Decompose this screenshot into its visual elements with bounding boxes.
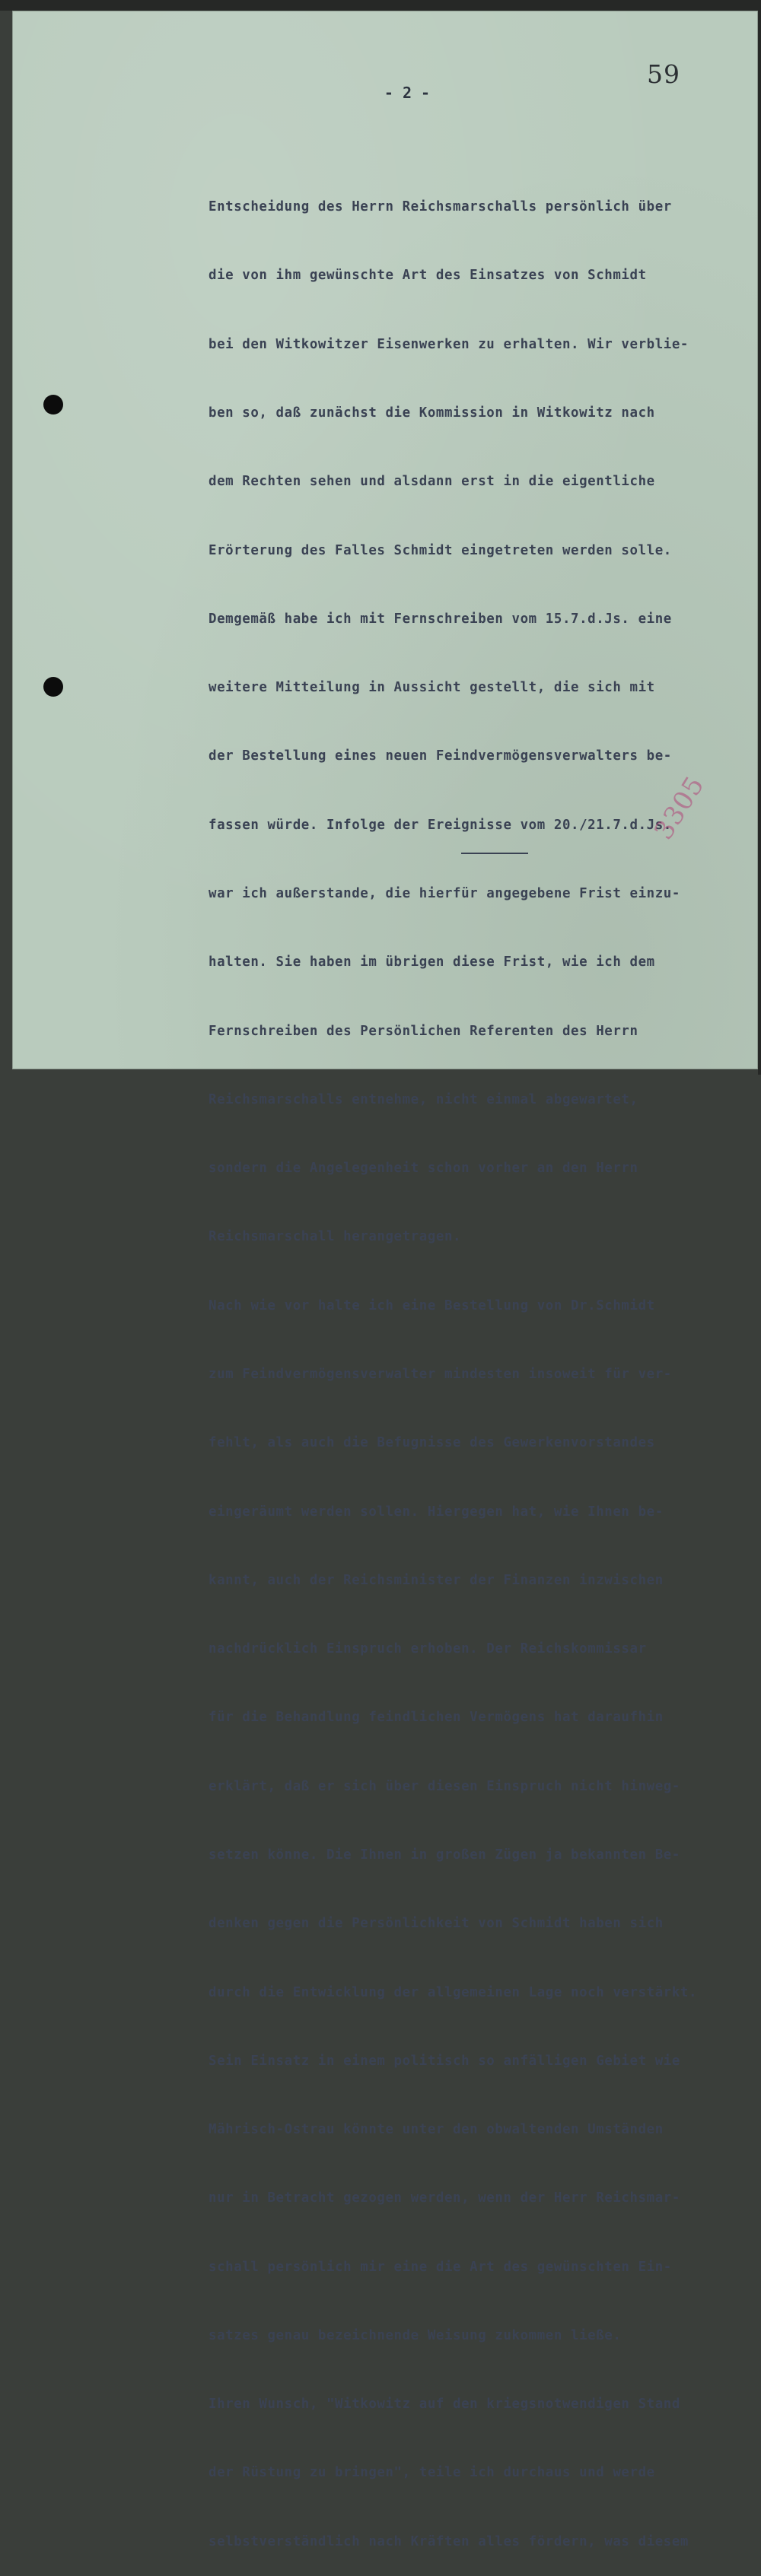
text-line: bei den Witkowitzer Eisenwerken zu erhalten. Wir verblie- [209, 336, 689, 352]
text-line: eingeräumt werden sollen. Hiergegen hat, wie Ihnen be- [209, 1504, 664, 1520]
text-line: Ihren Wunsch, "Witkowitz auf den kriegsnotwendigen Stand [209, 2397, 680, 2412]
text-line: die von ihm gewünschte Art des Einsatzes von Schmidt [209, 268, 647, 284]
text-line: der Bestellung eines neuen Feindvermögensverwalters be- [209, 748, 672, 764]
text-line: ben so, daß zunächst die Kommission in Witkowitz nach [209, 405, 655, 421]
text-line: nur in Betracht gezogen werden, wenn der Herr Reichsmar- [209, 2190, 680, 2206]
text-line: sondern die Angelegenheit schon vorher an den Herrn [209, 1161, 638, 1177]
text-line: kannt, auch der Reichsminister der Finanzen inzwischen [209, 1572, 664, 1588]
text-line: durch die Entwicklung der allgemeinen Lage noch verstärkt. [209, 1984, 698, 2000]
text-line: denken gegen die Persönlichkeit von Schmidt haben sich [209, 1916, 664, 1932]
text-line: zum Feindvermögensverwalter mindesten insoweit für ver- [209, 1366, 672, 1382]
text-line: dem Rechten sehen und alsdann erst in die eigentliche [209, 474, 655, 490]
underline-mark [461, 853, 528, 854]
text-line: Erörterung des Falles Schmidt eingetreten werden solle. [209, 542, 672, 558]
scan-border-top [0, 0, 761, 11]
text-line: schall persönlich mir eine die Art des gewünschten Ein- [209, 2259, 672, 2275]
text-line: der Rüstung zu bringen", teile ich durchaus und werde [209, 2465, 655, 2481]
text-line: Reichsmarschalls entnehme, nicht einmal abgewartet, [209, 1091, 638, 1107]
text-line: war ich außerstande, die hierfür angegebene Frist einzu- [209, 886, 680, 901]
page-marker: - 2 - [384, 84, 431, 102]
letter-body [209, 150, 745, 2576]
folio-number: 59 [647, 59, 680, 89]
text-line: fehlt, als auch die Befugnisse des Gewerkenvorstandes [209, 1435, 655, 1451]
text-line: weitere Mitteilung in Aussicht gestellt, die sich mit [209, 680, 655, 696]
text-line: Mährisch-Ostrau könnte unter den obwaltenden Umständen [209, 2122, 664, 2138]
punch-hole [43, 395, 63, 415]
text-line: Reichsmarschall herangetragen. [209, 1229, 462, 1245]
text-line: Sein Einsatz in einem politisch so anfälligen Gebiet wie [209, 2053, 680, 2069]
text-line: Fernschreiben des Persönlichen Referenten des Herrn [209, 1023, 638, 1039]
scan-border-right [758, 0, 761, 1075]
text-line: Demgemäß habe ich mit Fernschreiben vom 15.7.d.Js. eine [209, 611, 672, 627]
text-line: erklärt, daß er sich über diesen Einspruch nicht hinweg- [209, 1778, 680, 1794]
text-line: setzen könne. Die Ihnen in großen Zügen ja bekannten Be- [209, 1847, 680, 1863]
text-line: für die Behandlung feindlichen Vermögens hat daraufhin [209, 1710, 664, 1726]
punch-hole [43, 677, 63, 697]
text-line: fassen würde. Infolge der Ereignisse vom 20./21.7.d.Js. [209, 817, 672, 833]
archive-stamp: 3305 [648, 770, 711, 846]
text-line: halten. Sie haben im übrigen diese Frist, wie ich dem [209, 954, 655, 970]
text-line: selbstverständlich nach Kräften alles fördern, was diesem [209, 2533, 689, 2549]
text-line: satzes genau bezeichnende Weisung zukommen ließe. [209, 2327, 622, 2343]
text-line: Nach wie vor halte ich eine Bestellung von Dr.Schmidt [209, 1298, 655, 1313]
text-line: Entscheidung des Herrn Reichsmarschalls persönlich über [209, 199, 672, 215]
text-line: nachdrücklich Einspruch erhoben. Der Reichskommissar [209, 1641, 647, 1657]
